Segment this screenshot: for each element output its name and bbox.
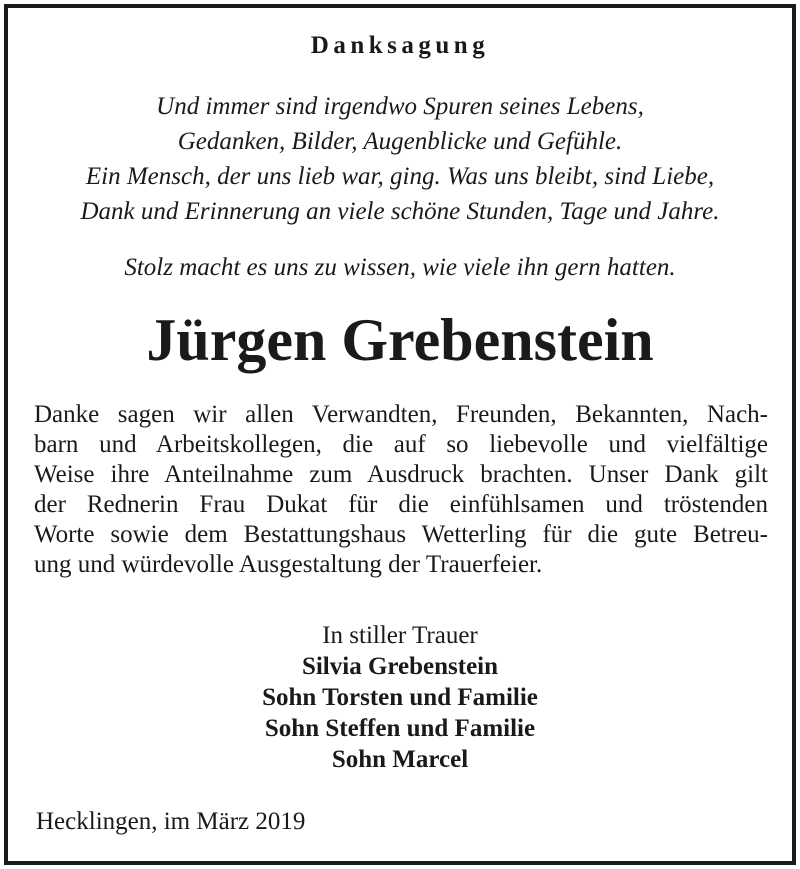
signature-intro: In stiller Trauer [322, 622, 478, 649]
notice-heading: Danksagung [310, 32, 490, 59]
poem-line: Gedanken, Bilder, Augenblicke und Gefühle. [177, 128, 623, 155]
thanks-paragraph [34, 400, 768, 580]
thanks-line: Worte sowie dem Bestattungshaus Wetterling für die gute Betreu- [34, 521, 768, 548]
place-and-date: Hecklingen, im März 2019 [36, 808, 306, 835]
poem-line: Ein Mensch, der uns lieb war, ging. Was uns bleibt, sind Liebe, [85, 163, 715, 190]
thanks-line: barn und Arbeitskollegen, die auf so liebevolle und vielfältige [34, 431, 768, 458]
pride-line: Stolz macht es uns zu wissen, wie viele ihn gern hatten. [124, 254, 676, 281]
thanks-line: Weise ihre Anteilnahme zum Ausdruck brachten. Unser Dank gilt [34, 461, 768, 488]
signer-name: Sohn Marcel [331, 746, 469, 773]
signer-name: Silvia Grebenstein [301, 653, 499, 680]
signature-block [0, 620, 800, 775]
thanks-line: Danke sagen wir allen Verwandten, Freunden, Bekannten, Nach- [34, 401, 768, 428]
signer-name: Sohn Steffen und Familie [264, 715, 536, 742]
poem [0, 89, 800, 229]
poem-line: Und immer sind irgendwo Spuren seines Lebens, [156, 93, 644, 120]
poem-line: Dank und Erinnerung an viele schöne Stunden, Tage und Jahre. [80, 198, 720, 225]
signer-name: Sohn Torsten und Familie [262, 684, 538, 711]
deceased-name: Jürgen Grebenstein [146, 307, 654, 373]
thanks-line: ung und würdevolle Ausgestaltung der Trauerfeier. [34, 551, 543, 578]
thanks-line: der Rednerin Frau Dukat für die einfühlsamen und tröstenden [34, 491, 768, 518]
